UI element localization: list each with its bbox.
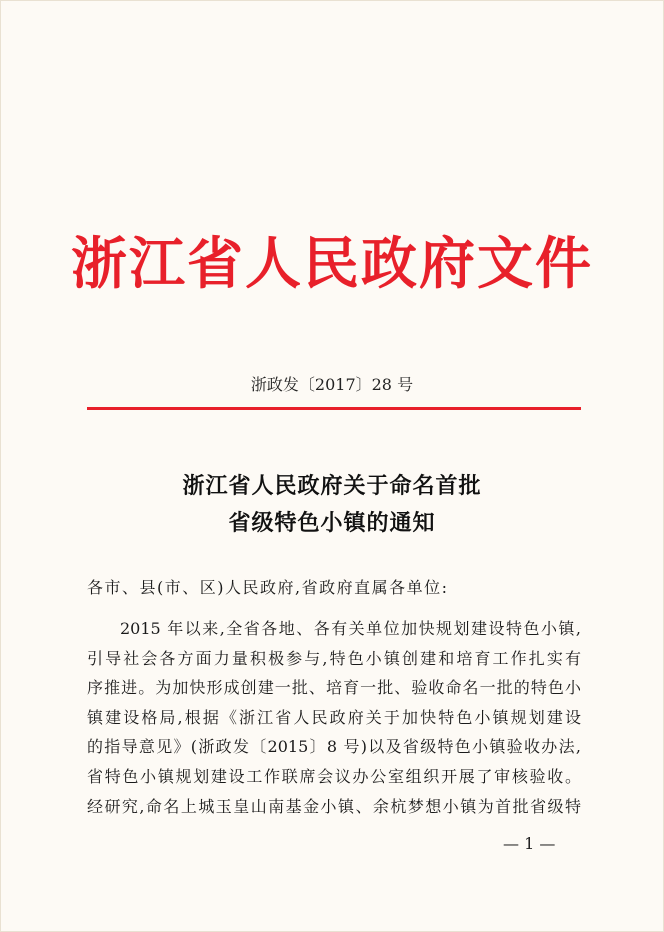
notice-title [0,468,664,542]
body-line: 序推进。为加快形成创建一批、培育一批、验收命名一批的特色小 [87,678,581,698]
notice-title-line-2: 省级特色小镇的通知 [228,510,436,536]
notice-title-line-1: 浙江省人民政府关于命名首批 [182,473,482,499]
addressee-line: 各市、县(市、区)人民政府,省政府直属各单位: [87,578,449,597]
page-number: — 1 — [503,834,556,853]
body-text [87,614,581,821]
body-line: 省特色小镇规划建设工作联席会议办公室组织开展了审核验收。 [87,766,581,786]
document-number: 浙政发〔2017〕28 号 [250,375,414,394]
body-line: 2015 年以来,全省各地、各有关单位加快规划建设特色小镇, [120,619,581,638]
body-line: 镇建设格局,根据《浙江省人民政府关于加快特色小镇规划建设 [87,707,581,727]
body-line: 经研究,命名上城玉皇山南基金小镇、余杭梦想小镇为首批省级特 [87,796,581,816]
body-line: 引导社会各方面力量积极参与,特色小镇创建和培育工作扎实有 [87,648,581,668]
body-line: 的指导意见》(浙政发〔2015〕8 号)以及省级特色小镇验收办法, [87,737,581,757]
document-header-title: 浙江省人民政府文件 [71,231,593,297]
red-separator-line [87,407,581,410]
